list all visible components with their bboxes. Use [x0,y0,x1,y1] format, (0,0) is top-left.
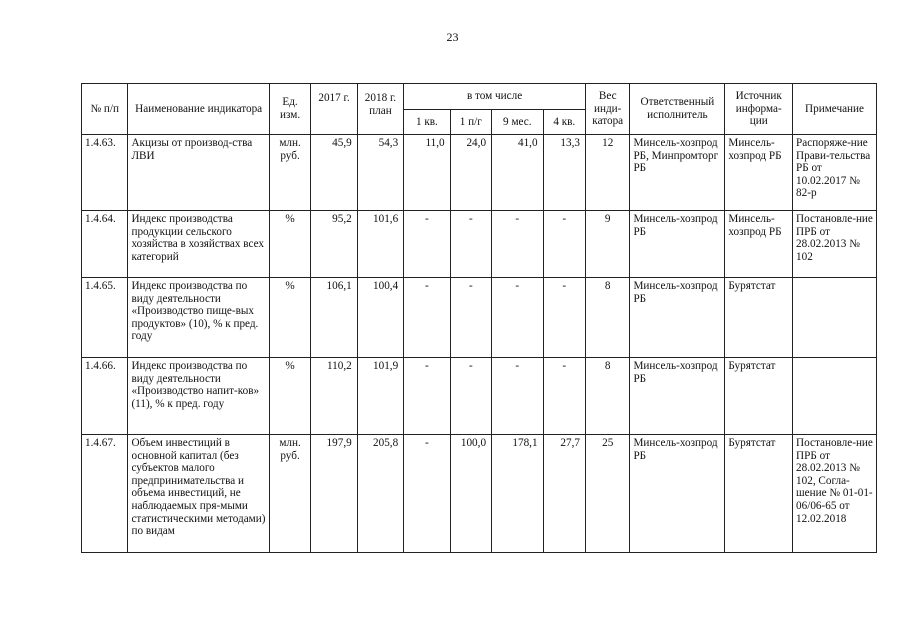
cell-9m: 41,0 [492,135,544,211]
cell-2017: 106,1 [311,278,357,358]
cell-note: Постановле-ние ПРБ от 28.02.2013 № 102 [793,211,877,278]
cell-num: 1.4.66. [82,358,128,435]
cell-9m: - [492,211,544,278]
cell-h1: - [450,211,491,278]
cell-note [793,358,877,435]
header-2018-plan: 2018 г. план [357,84,403,135]
header-name: Наименование индикатора [128,84,269,135]
header-row [82,84,877,110]
header-including: в том числе [404,84,586,110]
cell-unit: млн. руб. [269,135,310,211]
table-row [82,211,877,278]
header-note: Примечание [793,84,877,135]
cell-responsible: Минсель-хозпрод РБ [630,278,725,358]
cell-9m: - [492,358,544,435]
cell-unit: % [269,211,310,278]
cell-q4: 27,7 [543,435,585,553]
header-h1: 1 п/г [450,110,491,135]
cell-9m: - [492,278,544,358]
cell-weight: 25 [586,435,630,553]
header-2017: 2017 г. [311,84,357,135]
cell-2018: 101,9 [357,358,403,435]
cell-num: 1.4.67. [82,435,128,553]
cell-unit: % [269,278,310,358]
cell-source: Бурятстат [725,278,793,358]
header-9m: 9 мес. [492,110,544,135]
cell-2017: 110,2 [311,358,357,435]
cell-name: Индекс производства продукции сельского хозяйства в хозяйствах всех категорий [128,211,269,278]
cell-responsible: Минсель-хозпрод РБ, Минпромторг РБ [630,135,725,211]
header-q1: 1 кв. [404,110,450,135]
cell-name: Индекс производства по виду деятельности «Производство пище-вых продуктов» (10), % к пред. году [128,278,269,358]
cell-weight: 12 [586,135,630,211]
cell-weight: 8 [586,358,630,435]
cell-source: Бурятстат [725,435,793,553]
cell-q1: - [404,211,450,278]
page-number: 23 [446,30,459,44]
cell-weight: 8 [586,278,630,358]
table-row [82,135,877,211]
cell-h1: 24,0 [450,135,491,211]
table-row [82,435,877,553]
header-weight: Вес инди-катора [586,84,630,135]
header-q4: 4 кв. [543,110,585,135]
table-row [82,278,877,358]
cell-name: Объем инвестиций в основной капитал (без субъектов малого предпринимательства и объема инвестиций, не наблюдаемых пря-мыми статистическими методами) по видам [128,435,269,553]
cell-2017: 45,9 [311,135,357,211]
cell-num: 1.4.64. [82,211,128,278]
cell-q1: - [404,278,450,358]
cell-2017: 95,2 [311,211,357,278]
header-num: № п/п [82,84,128,135]
cell-2018: 101,6 [357,211,403,278]
cell-q4: - [543,211,585,278]
cell-responsible: Минсель-хозпрод РБ [630,211,725,278]
cell-num: 1.4.65. [82,278,128,358]
table-row [82,358,877,435]
cell-h1: - [450,358,491,435]
cell-weight: 9 [586,211,630,278]
cell-9m: 178,1 [492,435,544,553]
cell-source: Минсель-хозпрод РБ [725,211,793,278]
cell-responsible: Минсель-хозпрод РБ [630,435,725,553]
cell-source: Минсель-хозпрод РБ [725,135,793,211]
cell-q4: - [543,358,585,435]
cell-num: 1.4.63. [82,135,128,211]
cell-q4: 13,3 [543,135,585,211]
indicator-table [81,83,877,553]
header-responsible: Ответственный исполнитель [630,84,725,135]
cell-unit: % [269,358,310,435]
cell-unit: млн. руб. [269,435,310,553]
cell-2018: 205,8 [357,435,403,553]
header-source: Источник информа-ции [725,84,793,135]
cell-note: Постановле-ние ПРБ от 28.02.2013 № 102, Согла-шение № 01-01-06/06-65 от 12.02.2018 [793,435,877,553]
cell-2018: 100,4 [357,278,403,358]
cell-q1: - [404,435,450,553]
cell-2017: 197,9 [311,435,357,553]
cell-q4: - [543,278,585,358]
cell-name: Индекс производства по виду деятельности «Производство напит-ков» (11), % к пред. году [128,358,269,435]
cell-name: Акцизы от производ-ства ЛВИ [128,135,269,211]
cell-responsible: Минсель-хозпрод РБ [630,358,725,435]
cell-2018: 54,3 [357,135,403,211]
cell-note: Распоряже-ние Прави-тельства РБ от 10.02.2017 № 82-р [793,135,877,211]
cell-source: Бурятстат [725,358,793,435]
header-unit: Ед. изм. [269,84,310,135]
cell-q1: - [404,358,450,435]
cell-h1: - [450,278,491,358]
cell-q1: 11,0 [404,135,450,211]
cell-h1: 100,0 [450,435,491,553]
cell-note [793,278,877,358]
